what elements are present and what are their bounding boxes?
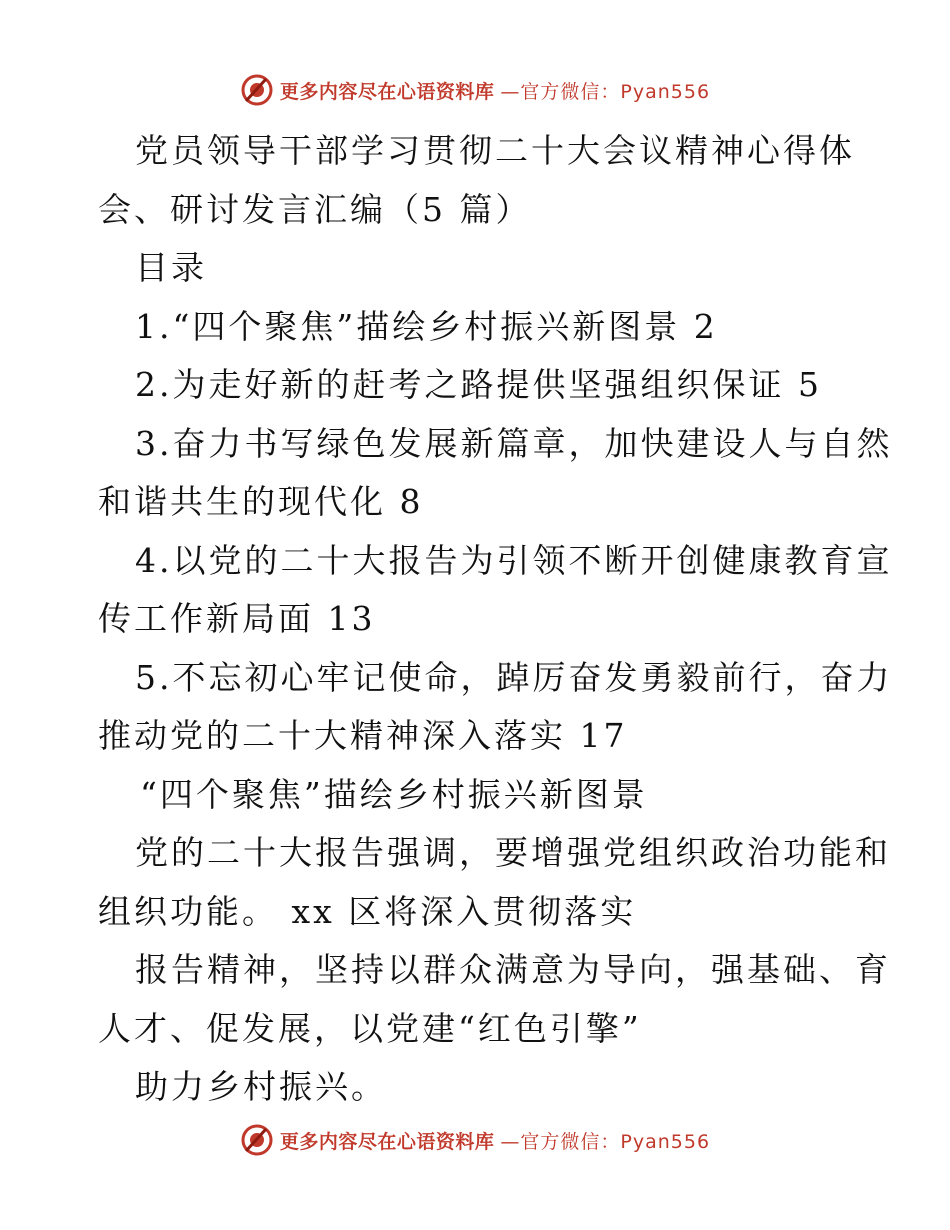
toc-item-3-line-2: 和谐共生的现代化 8 [98,482,424,521]
banner-sub-text: —官方微信：Pyan556 [500,80,711,103]
paragraph-line-1: 党的二十大报告强调，要增强党组织政治功能和 [135,833,891,872]
paragraph-line-5: 助力乡村振兴。 [135,1067,387,1106]
brand-logo-icon [240,1123,274,1157]
document-body [98,122,893,1117]
toc-item-5-line-2: 推动党的二十大精神深入落实 17 [98,716,628,755]
brand-logo-icon [240,73,274,107]
paragraph-line-2: 组织功能。 xx 区将深入贯彻落实 [98,891,637,931]
section-heading: “四个聚焦”描绘乡村振兴新图景 [140,774,648,814]
toc-item-4-line-2: 传工作新局面 13 [98,599,376,638]
paragraph-line-4: 人才、促发展，以党建“红色引擎” [98,1008,642,1048]
toc-item-2: 2.为走好新的赶考之路提供坚强组织保证 5 [135,365,822,404]
toc-item-4-line-1: 4.以党的二十大报告为引领不断开创健康教育宣 [135,540,893,580]
header-watermark-banner [0,70,950,110]
toc-item-1: 1.“四个聚焦”描绘乡村振兴新图景 2 [135,306,718,346]
doc-title-line-1: 党员领导干部学习贯彻二十大会议精神心得体 [135,131,855,170]
footer-watermark-banner [0,1120,950,1160]
banner-main-text: 更多内容尽在心语资料库 [279,1130,495,1153]
banner-sub-text: —官方微信：Pyan556 [500,1130,711,1153]
toc-item-5-line-1: 5.不忘初心牢记使命，踔厉奋发勇毅前行，奋力 [135,657,893,697]
doc-title-line-2: 会、研讨发言汇编（5 篇） [98,189,532,229]
banner-main-text: 更多内容尽在心语资料库 [279,80,495,103]
toc-heading: 目录 [135,248,207,287]
toc-item-3-line-1: 3.奋力书写绿色发展新篇章，加快建设人与自然 [135,423,893,463]
paragraph-line-3: 报告精神，坚持以群众满意为导向，强基础、育 [135,950,891,989]
